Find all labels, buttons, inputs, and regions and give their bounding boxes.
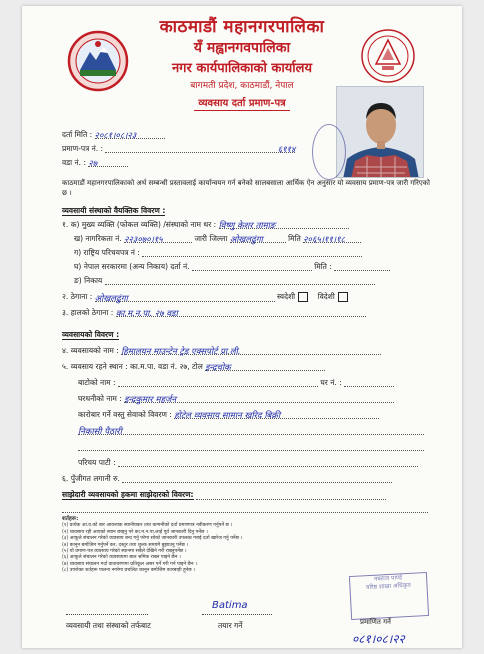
condition-item: (२) व्यवसाय रही आएको स्थान छाड्नु परे का.म.न.पा.लाई पूर्व जानकारी दिनु पर्नेछ । xyxy=(62,529,208,535)
citizenship-row: ख) नागरिकता नं. २२३०७०।१५ जारी जिल्ला ओखलढुंगा मिति २०६५।११।१८ xyxy=(74,234,361,243)
office-name: नगर कार्यपालिकाको कार्यालय xyxy=(171,61,313,76)
business-location-row: ५. व्यवसाय रहने स्थान : का.म.पा. वडा नं. २७, टोल इन्द्रचोक xyxy=(62,362,325,371)
business-name-value: हिमालयन माउन्टेन ट्रेड एक्सपोर्ट प्रा.ली. xyxy=(121,347,241,357)
municipality-title: काठमाडौं महानगरपालिका xyxy=(159,17,325,37)
services-row-2 xyxy=(78,426,424,435)
approval-stamp xyxy=(349,572,429,620)
condition-item: (१) प्रत्येक आ.व.को बार आवश्यक स्थानीयकर तथा कम्पनीको दर्ता प्रमाणपत्र नवीकरण गर्नुपर्ने छ । xyxy=(62,523,233,529)
issued-district: ओखलढुंगा xyxy=(229,235,263,245)
personal-details-heading: व्यवसायी संस्थाको वैयक्तिक विवरण : xyxy=(62,206,166,215)
current-address-value: का.म.न.पा. २७ वडा xyxy=(115,309,178,319)
condition-item: (७) व्यवसाय संचालन गर्दा वातावरणमा प्रतिकूल असर पर्ने गरी गर्न पाइने छैन । xyxy=(62,561,197,567)
signboard-row: परिचय पाटी : xyxy=(78,458,418,467)
condition-item: (३) आफूले संचालन गरेको व्यवसाय बन्द गर्नु परेमा सोको जानकारी उपलब्ध गराई दर्ता खारेज गर्नु पर्नेछ । xyxy=(62,536,243,542)
preparer-signature-line xyxy=(202,614,272,615)
focal-person-name: विष्णु केशर तामाङ xyxy=(218,221,276,231)
focal-person-row: १. क) मुख्य व्यक्ति (फोकल व्यक्ति) /संस्थाको नाम थर : विष्णु केशर तामाङ xyxy=(62,220,349,229)
intro-paragraph: काठमाडौं महानगरपालिकाको अर्थ सम्बन्धी प्रस्तावलाई कार्यान्वयन गर्न बनेको सालबसाला आर्थिक ऐन अनुसार यो व्यवसाय प्रमाण-पत्र जारी गरिएको छ । xyxy=(62,179,430,197)
business-name-row: ४. व्यवसायको नाम : हिमालयन माउन्टेन ट्रेड एक्सपोर्ट प्रा.ली. xyxy=(62,346,381,355)
applicant-photo xyxy=(336,86,424,178)
preparer-label: तयार गर्ने xyxy=(218,621,243,630)
document-title: व्यवसाय दर्ता प्रमाण-पत्र xyxy=(194,95,289,111)
capital-row: ६. पुँजीगत लगानी रु. xyxy=(62,474,392,483)
ward-number-row: वडा नं. : २७ xyxy=(62,158,128,167)
agency-row: ङ) निकाय xyxy=(74,276,375,285)
stamp-officer-name: नवराज पाण्डे xyxy=(373,574,403,583)
govt-registration-row: घ) नेपाल सरकारमा (अन्य निकाय) दर्ता नं. मिति : xyxy=(74,262,390,271)
services-row: कारोबार गर्ने वस्तु सेवाको विवरण : होटेल व्यवसाय सामान खरिद बिक्री xyxy=(78,410,379,419)
foreign-checkbox xyxy=(338,292,348,302)
conditions-list xyxy=(62,516,362,575)
house-owner-row: घरधनीको नाम : इन्द्रकुमार महर्जन xyxy=(78,394,394,403)
certifier-label: प्रमाणित गर्ने xyxy=(360,618,391,626)
office-address: बागमती प्रदेश, काठमाडौं, नेपाल xyxy=(190,81,294,91)
applicant-signature-line xyxy=(66,614,148,615)
street-name-row: बाटोको नाम : घर नं. : xyxy=(78,378,394,387)
citizenship-number: २२३०७०।१५ xyxy=(124,235,163,245)
preparer-signature: Batima xyxy=(212,600,248,611)
house-owner-value: इन्द्रकुमार महर्जन xyxy=(124,395,177,405)
handwritten-date: ०८१।०८।२२ xyxy=(352,632,405,646)
permanent-address-value: ओखलढुंगा xyxy=(94,294,128,304)
business-details-heading: व्यवसायको विवरण : xyxy=(62,330,120,339)
stamp-officer-role: वरिष्ठ शाखा अधिकृत xyxy=(366,581,411,592)
municipality-title-script: यँ मह्वानगवपालिका xyxy=(193,40,291,56)
partners-heading-row: साझेदारी व्यवसायको हकमा साझेदारको विवरण: xyxy=(62,490,386,500)
partners-blank-row xyxy=(62,504,428,513)
registration-date-value: २०८१।०८।२३ xyxy=(94,131,137,141)
applicant-signature-label: व्यवसायी तथा संस्थाको तर्फबाट xyxy=(66,621,151,630)
conditions-title: शर्तहरू: xyxy=(62,516,79,522)
citizenship-issue-date: २०६५।११।१८ xyxy=(303,235,345,245)
certificate-number-value: ६११४ xyxy=(277,145,296,155)
ward-number-value: २७ xyxy=(88,159,98,169)
condition-item: (५) यो प्रमाण-पत्र व्यवसाय गरेको स्थानमा सबैले देखिने गरी राख्नुपर्नेछ । xyxy=(62,549,187,555)
business-tol-value: इन्द्रचोक xyxy=(205,363,231,373)
certificate-number-row: प्रमाण-पत्र नं. : ६११४ xyxy=(62,144,296,155)
domestic-checkbox xyxy=(298,292,308,302)
registration-date-row: दर्ता मिति : २०८१।०८।२३ xyxy=(62,130,165,139)
services-value-2: निकासी पैठारी xyxy=(78,427,122,437)
photo-stamp xyxy=(312,124,346,180)
condition-item: (४) कानून बमोजिम गर्नुपर्ने कर, दस्तुर तथा शुल्क समयमै बुझाउनु पर्नेछ । xyxy=(62,542,189,548)
current-address-row: ३. हालको ठेगाना : का.म.न.पा. २७ वडा xyxy=(62,308,366,317)
condition-item: (६) आफूले संचालन गरेको व्यवसायमा बाल श्रमिक राख्न पाइने छैन । xyxy=(62,555,181,561)
permanent-address-row: २. ठेगाना : ओखलढुंगा स्वदेशी विदेशी xyxy=(62,292,348,302)
national-id-row: ग) राष्ट्रिय परिचयपत्र नं : xyxy=(74,248,362,257)
certificate-sheet xyxy=(22,6,462,648)
services-value: होटेल व्यवसाय सामान खरिद बिक्री xyxy=(174,411,281,421)
services-row-3 xyxy=(78,442,424,451)
person-photo-icon xyxy=(337,87,424,178)
condition-item: (८) उपरोक्त शर्तहरू पालना नगरेमा प्रचलित कानून बमोजिम कारबाही हुनेछ । xyxy=(62,568,196,574)
